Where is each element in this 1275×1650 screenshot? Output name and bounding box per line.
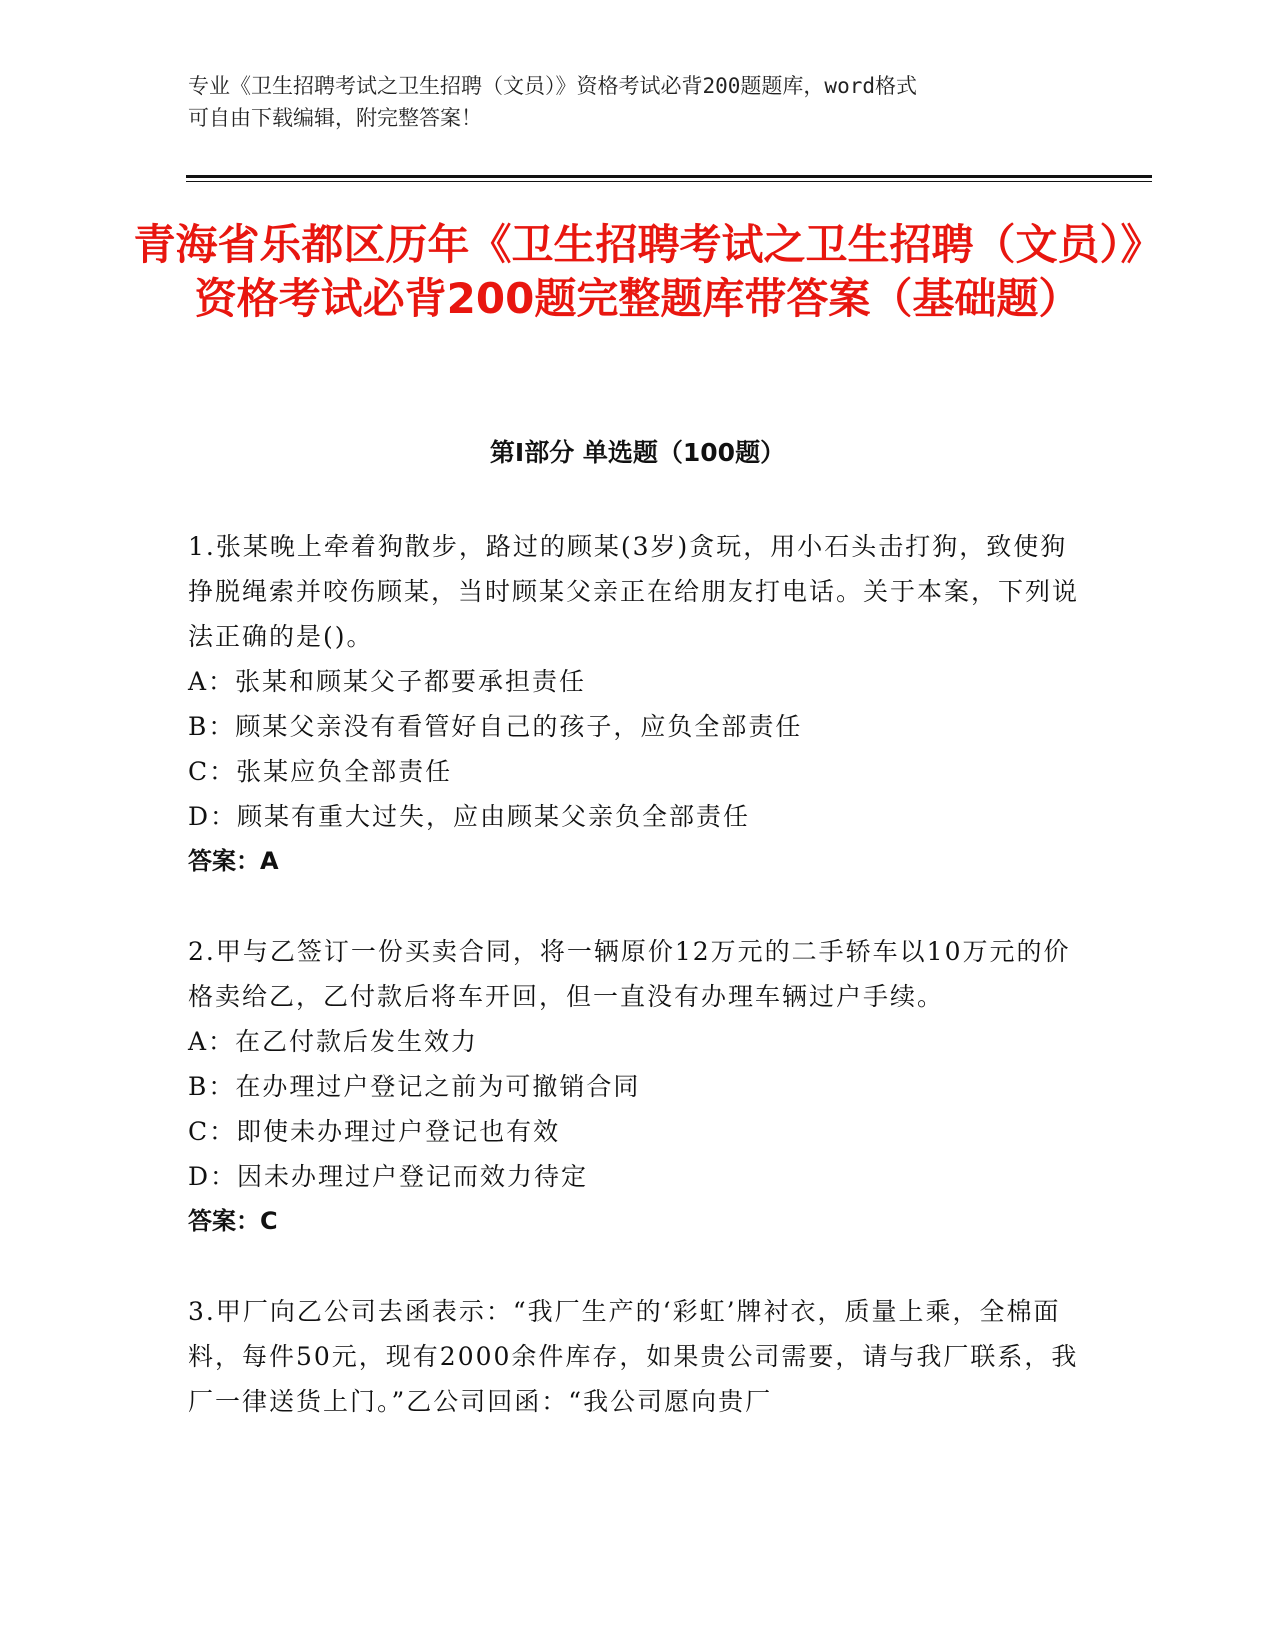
question-stem: 2.甲与乙签订一份买卖合同，将一辆原价12万元的二手轿车以10万元的价格卖给乙，乙付款后将车开回，但一直没有办理车辆过户手续。 — [188, 937, 1071, 1011]
question-gap — [188, 884, 1088, 929]
option-c: C：即使未办理过户登记也有效 — [188, 1117, 561, 1146]
question-3 — [188, 1289, 1088, 1424]
question-stem: 3.甲厂向乙公司去函表示：“我厂生产的‘彩虹’牌衬衣，质量上乘，全棉面料，每件50元，现有2000余件库存，如果贵公司需要，请与我厂联系，我厂一律送货上门。”乙公司回函：“我公司愿向贵厂 — [188, 1297, 1079, 1416]
header-divider-thin — [186, 181, 1152, 182]
question-stem: 1.张某晚上牵着狗散步，路过的顾某(3岁)贪玩，用小石头击打狗，致使狗挣脱绳索并咬伤顾某，当时顾某父亲正在给朋友打电话。关于本案，下列说法正确的是()。 — [188, 532, 1080, 651]
document-title: 青海省乐都区历年《卫生招聘考试之卫生招聘（文员）》资格考试必背200题完整题库带答案（基础题） — [133, 220, 1142, 323]
option-a: A：张某和顾某父子都要承担责任 — [188, 667, 587, 696]
answer-line: 答案：C — [188, 1207, 278, 1235]
question-2 — [188, 929, 1088, 1244]
section-heading: 第Ⅰ部分 单选题（100题） — [489, 438, 786, 467]
question-list — [188, 524, 1088, 1424]
option-a: A：在乙付款后发生效力 — [188, 1027, 479, 1056]
answer-line: 答案：A — [188, 847, 279, 875]
option-b: B：顾某父亲没有看管好自己的孩子，应负全部责任 — [188, 712, 803, 741]
option-b: B：在办理过户登记之前为可撤销合同 — [188, 1072, 641, 1101]
question-gap — [188, 1244, 1088, 1289]
header-note: 专业《卫生招聘考试之卫生招聘（文员）》资格考试必背200题题库，word格式 可自由下载编辑，附完整答案！ — [188, 74, 917, 130]
option-d: D：顾某有重大过失，应由顾某父亲负全部责任 — [188, 802, 751, 831]
option-d: D：因未办理过户登记而效力待定 — [188, 1162, 589, 1191]
question-1 — [188, 524, 1088, 884]
header-divider-thick — [186, 175, 1152, 178]
option-c: C：张某应负全部责任 — [188, 757, 453, 786]
